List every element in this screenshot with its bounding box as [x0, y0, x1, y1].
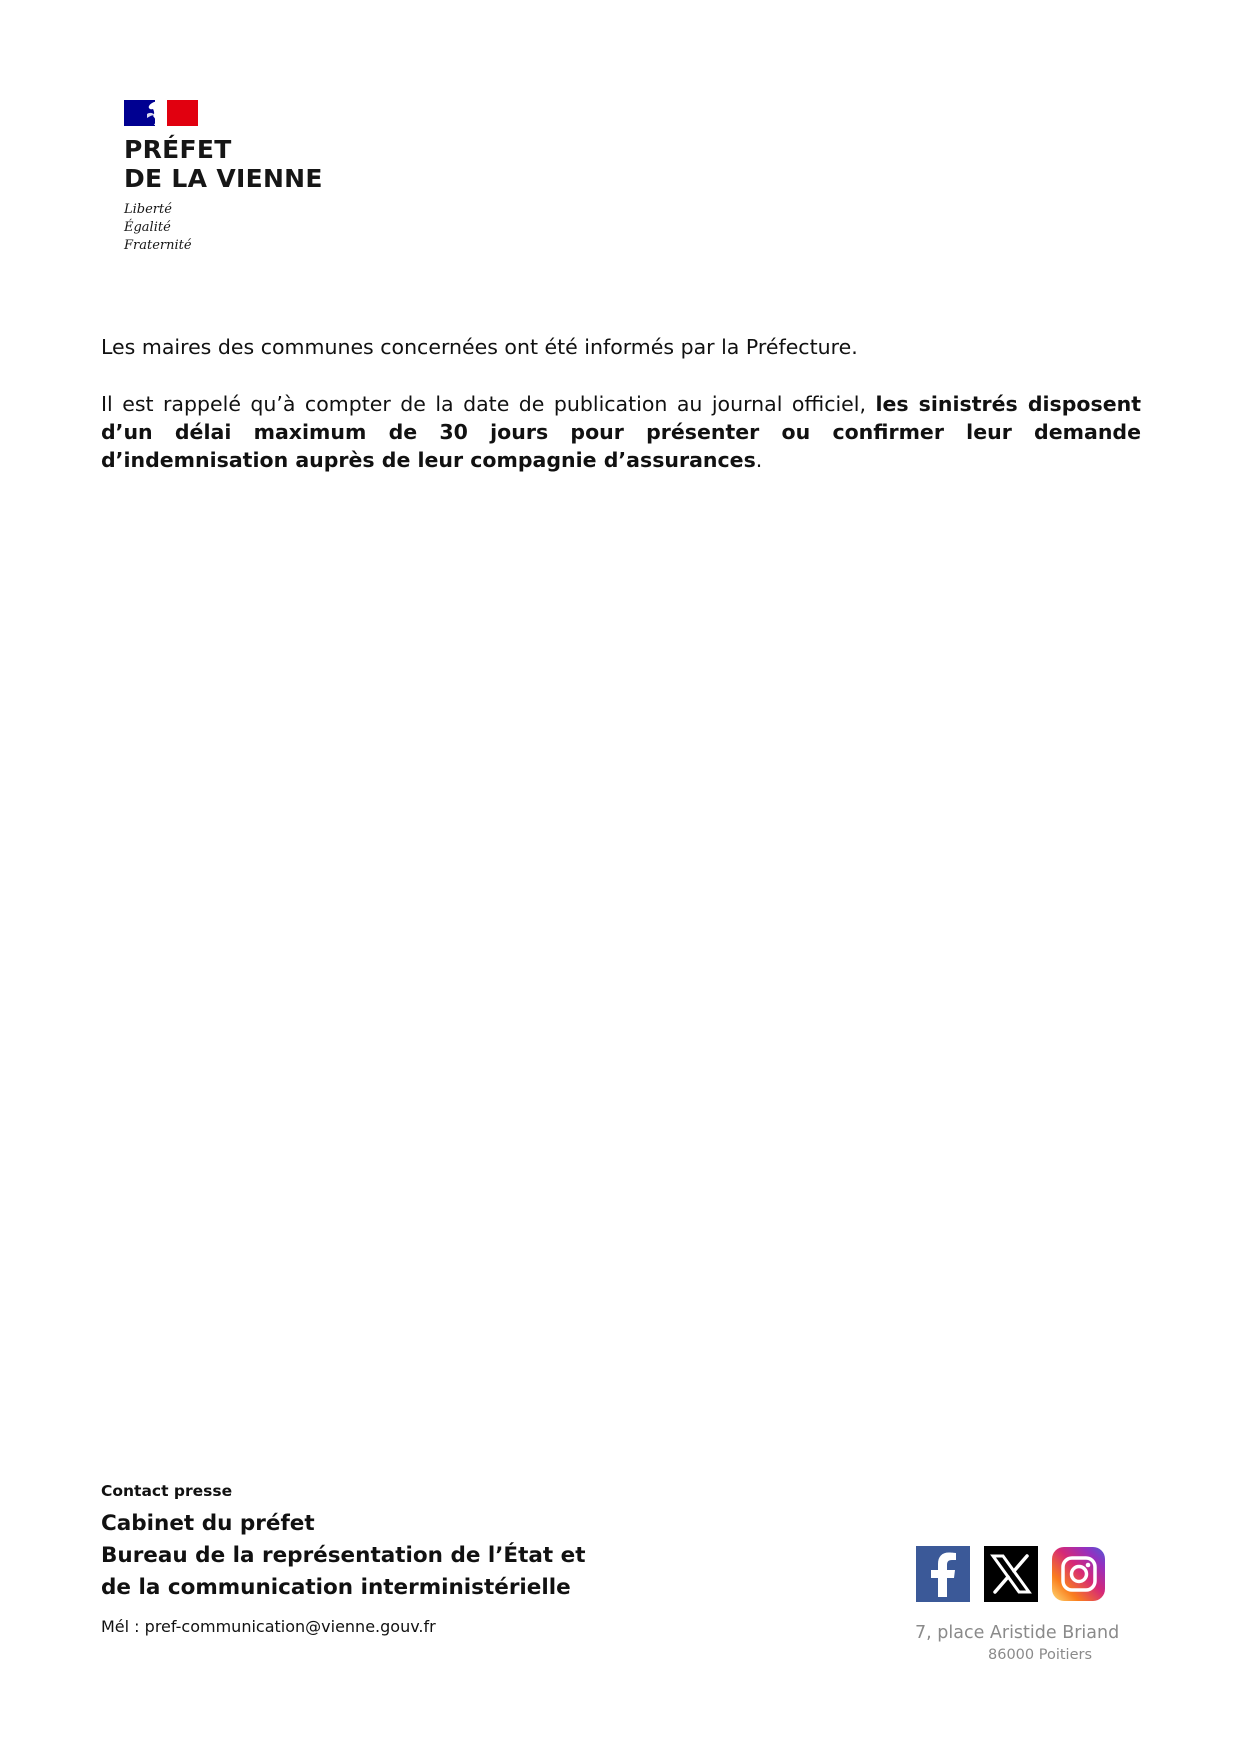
paragraph-claim-deadline: [101, 390, 1141, 474]
contact-line: de la communication interministérielle: [101, 1575, 571, 1600]
address-street: 7, place Aristide Briand: [915, 1623, 1120, 1643]
contact-department: [101, 1508, 586, 1604]
facebook-icon[interactable]: [916, 1546, 970, 1602]
contact-line: Bureau de la représentation de l’État et: [101, 1543, 586, 1568]
address-city: 86000 Poitiers: [988, 1647, 1093, 1663]
paragraph-end-text: .: [755, 448, 763, 472]
republic-motto: [124, 201, 323, 255]
institution-name-line1: PRÉFET: [124, 135, 232, 164]
republique-francaise-flag: [124, 100, 198, 126]
instagram-icon[interactable]: [1052, 1547, 1105, 1601]
motto-liberte: Liberté: [124, 202, 172, 217]
contact-label: Contact presse: [101, 1482, 233, 1500]
contact-line: Cabinet du préfet: [101, 1511, 315, 1536]
paragraph-intro-text: Il est rappelé qu’à compter de la date de publication au journal officiel,: [101, 392, 876, 416]
paragraph-deadline-emphasis: les sinistrés disposent d’un délai maximum de 30 jours pour présenter ou confirmer leur demande d’indemnisation auprès de leur compagnie d’assurances: [101, 392, 1141, 472]
contact-email: Mél : pref-communication@vienne.gouv.fr: [101, 1617, 436, 1636]
institution-name-line2: DE LA VIENNE: [124, 164, 323, 193]
motto-fraternite: Fraternité: [124, 238, 192, 253]
paragraph-mayors-informed: Les maires des communes concernées ont été informés par la Préfecture.: [101, 335, 858, 359]
motto-egalite: Égalité: [124, 220, 171, 235]
x-icon[interactable]: [984, 1546, 1038, 1602]
press-contact-block: [101, 1480, 586, 1638]
marianne-icon: [145, 100, 167, 126]
social-links: [916, 1546, 1105, 1602]
prefecture-logo: [124, 100, 323, 255]
